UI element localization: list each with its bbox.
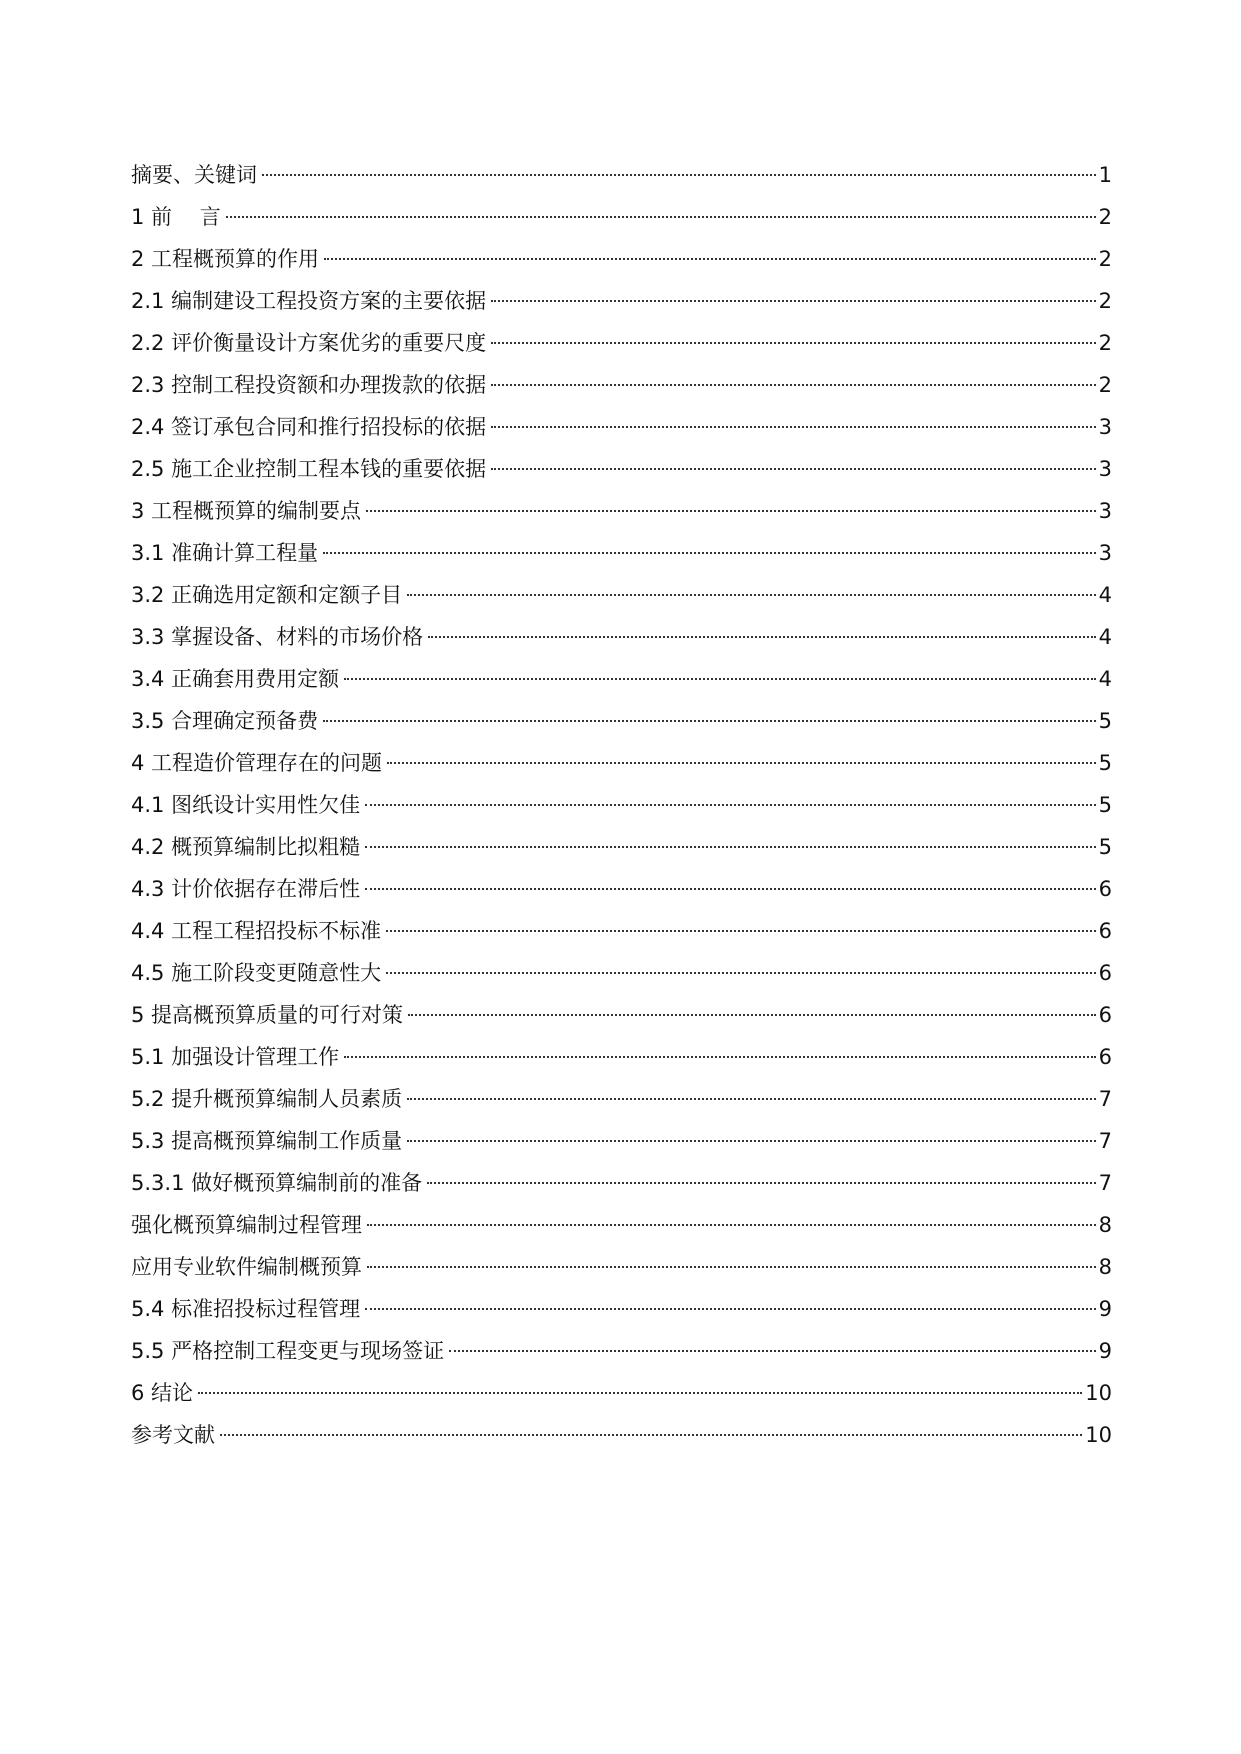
toc-entry-page-number: 2: [1098, 289, 1112, 313]
toc-entry[interactable]: [131, 280, 1112, 322]
toc-entry-page-number: 9: [1098, 1297, 1112, 1321]
toc-dot-leader: [428, 636, 1096, 638]
toc-dot-leader: [407, 1140, 1096, 1142]
toc-entry-page-number: 6: [1098, 919, 1112, 943]
toc-entry-title: 1 前 言: [131, 205, 221, 229]
toc-entry-title: 4.2 概预算编制比拟粗糙: [131, 835, 361, 859]
toc-dot-leader: [407, 594, 1096, 596]
toc-entry[interactable]: [131, 826, 1112, 868]
toc-entry-title: 6 结论: [131, 1381, 194, 1405]
toc-entry-page-number: 2: [1098, 205, 1112, 229]
toc-entry-title: 应用专业软件编制概预算: [131, 1255, 362, 1279]
toc-dot-leader: [449, 1350, 1096, 1352]
toc-entry[interactable]: [131, 448, 1112, 490]
toc-entry-title: 3.4 正确套用费用定额: [131, 667, 340, 691]
toc-dot-leader: [344, 1056, 1096, 1058]
toc-entry-title: 5.1 加强设计管理工作: [131, 1045, 340, 1069]
toc-entry[interactable]: [131, 616, 1112, 658]
toc-entry-title: 5.2 提升概预算编制人员素质: [131, 1087, 403, 1111]
toc-entry[interactable]: [131, 154, 1112, 196]
toc-entry[interactable]: [131, 658, 1112, 700]
toc-entry-page-number: 3: [1098, 457, 1112, 481]
toc-entry[interactable]: [131, 1246, 1112, 1288]
toc-entry-title: 4.3 计价依据存在滞后性: [131, 877, 361, 901]
toc-entry-page-number: 4: [1098, 625, 1112, 649]
toc-dot-leader: [198, 1392, 1082, 1394]
toc-entry-title: 3 工程概预算的编制要点: [131, 499, 362, 523]
toc-dot-leader: [365, 846, 1096, 848]
toc-entry[interactable]: [131, 1288, 1112, 1330]
toc-entry-title: 2 工程概预算的作用: [131, 247, 320, 271]
toc-dot-leader: [491, 426, 1096, 428]
toc-entry[interactable]: [131, 784, 1112, 826]
toc-dot-leader: [226, 216, 1096, 218]
toc-entry-page-number: 10: [1085, 1423, 1112, 1447]
toc-entry-page-number: 5: [1098, 751, 1112, 775]
toc-entry-title: 5.3.1 做好概预算编制前的准备: [131, 1171, 423, 1195]
toc-entry-page-number: 7: [1098, 1171, 1112, 1195]
toc-dot-leader: [367, 1224, 1096, 1226]
toc-entry-title: 5 提高概预算质量的可行对策: [131, 1003, 404, 1027]
toc-entry-title: 4.1 图纸设计实用性欠佳: [131, 793, 361, 817]
toc-dot-leader: [386, 972, 1096, 974]
toc-entry-page-number: 7: [1098, 1129, 1112, 1153]
toc-entry[interactable]: [131, 364, 1112, 406]
toc-entry[interactable]: [131, 700, 1112, 742]
toc-entry[interactable]: [131, 1036, 1112, 1078]
toc-dot-leader: [366, 510, 1096, 512]
toc-entry-title: 4.4 工程工程招投标不标准: [131, 919, 382, 943]
table-of-contents: [131, 154, 1112, 1456]
toc-entry-page-number: 6: [1098, 1045, 1112, 1069]
toc-entry[interactable]: [131, 910, 1112, 952]
toc-entry-title: 强化概预算编制过程管理: [131, 1213, 362, 1237]
toc-entry-title: 5.5 严格控制工程变更与现场签证: [131, 1339, 445, 1363]
toc-entry[interactable]: [131, 868, 1112, 910]
toc-entry-title: 3.1 准确计算工程量: [131, 541, 319, 565]
toc-dot-leader: [344, 678, 1096, 680]
toc-entry[interactable]: [131, 952, 1112, 994]
toc-entry[interactable]: [131, 406, 1112, 448]
toc-dot-leader: [491, 300, 1096, 302]
toc-entry-page-number: 4: [1098, 667, 1112, 691]
toc-entry-title: 4 工程造价管理存在的问题: [131, 751, 383, 775]
toc-entry-title: 3.2 正确选用定额和定额子目: [131, 583, 403, 607]
toc-entry[interactable]: [131, 574, 1112, 616]
toc-dot-leader: [491, 384, 1096, 386]
toc-entry[interactable]: [131, 1162, 1112, 1204]
toc-entry[interactable]: [131, 1372, 1112, 1414]
toc-entry-page-number: 2: [1098, 247, 1112, 271]
toc-dot-leader: [220, 1434, 1082, 1436]
toc-entry-page-number: 2: [1098, 373, 1112, 397]
toc-entry-page-number: 3: [1098, 499, 1112, 523]
toc-dot-leader: [323, 720, 1096, 722]
toc-entry[interactable]: [131, 1204, 1112, 1246]
toc-entry-page-number: 10: [1085, 1381, 1112, 1405]
toc-dot-leader: [323, 552, 1096, 554]
toc-entry-page-number: 3: [1098, 415, 1112, 439]
toc-entry[interactable]: [131, 1330, 1112, 1372]
toc-entry[interactable]: [131, 238, 1112, 280]
toc-entry[interactable]: [131, 490, 1112, 532]
toc-entry-page-number: 5: [1098, 835, 1112, 859]
toc-dot-leader: [365, 1308, 1096, 1310]
toc-entry-title: 3.3 掌握设备、材料的市场价格: [131, 625, 424, 649]
toc-entry[interactable]: [131, 994, 1112, 1036]
toc-dot-leader: [365, 888, 1096, 890]
toc-entry-page-number: 3: [1098, 541, 1112, 565]
toc-dot-leader: [408, 1014, 1096, 1016]
toc-entry-title: 2.1 编制建设工程投资方案的主要依据: [131, 289, 487, 313]
toc-entry[interactable]: [131, 1120, 1112, 1162]
toc-entry-title: 参考文献: [131, 1423, 215, 1447]
toc-entry-page-number: 6: [1098, 1003, 1112, 1027]
toc-entry-page-number: 2: [1098, 331, 1112, 355]
toc-entry-title: 摘要、关键词: [131, 163, 257, 187]
toc-dot-leader: [491, 342, 1096, 344]
toc-dot-leader: [365, 804, 1096, 806]
toc-entry-page-number: 5: [1098, 793, 1112, 817]
toc-entry-page-number: 6: [1098, 877, 1112, 901]
toc-dot-leader: [387, 762, 1096, 764]
toc-dot-leader: [262, 174, 1096, 176]
toc-entry-page-number: 7: [1098, 1087, 1112, 1111]
toc-entry-title: 2.3 控制工程投资额和办理拨款的依据: [131, 373, 487, 397]
toc-entry[interactable]: [131, 322, 1112, 364]
toc-dot-leader: [324, 258, 1096, 260]
toc-entry[interactable]: [131, 742, 1112, 784]
toc-entry-title: 2.5 施工企业控制工程本钱的重要依据: [131, 457, 487, 481]
toc-entry[interactable]: [131, 532, 1112, 574]
toc-entry-title: 5.3 提高概预算编制工作质量: [131, 1129, 403, 1153]
toc-entry-title: 2.2 评价衡量设计方案优劣的重要尺度: [131, 331, 487, 355]
toc-entry-page-number: 1: [1098, 163, 1112, 187]
toc-entry-page-number: 9: [1098, 1339, 1112, 1363]
toc-entry[interactable]: [131, 1078, 1112, 1120]
toc-dot-leader: [367, 1266, 1096, 1268]
toc-entry-page-number: 8: [1098, 1213, 1112, 1237]
toc-entry-title: 3.5 合理确定预备费: [131, 709, 319, 733]
toc-entry[interactable]: [131, 196, 1112, 238]
toc-dot-leader: [427, 1182, 1096, 1184]
toc-dot-leader: [386, 930, 1096, 932]
toc-dot-leader: [491, 468, 1096, 470]
toc-entry-page-number: 5: [1098, 709, 1112, 733]
toc-dot-leader: [407, 1098, 1096, 1100]
toc-entry-page-number: 8: [1098, 1255, 1112, 1279]
toc-entry-page-number: 4: [1098, 583, 1112, 607]
toc-entry-title: 4.5 施工阶段变更随意性大: [131, 961, 382, 985]
toc-entry[interactable]: [131, 1414, 1112, 1456]
toc-entry-title: 5.4 标准招投标过程管理: [131, 1297, 361, 1321]
toc-entry-page-number: 6: [1098, 961, 1112, 985]
toc-entry-title: 2.4 签订承包合同和推行招投标的依据: [131, 415, 487, 439]
